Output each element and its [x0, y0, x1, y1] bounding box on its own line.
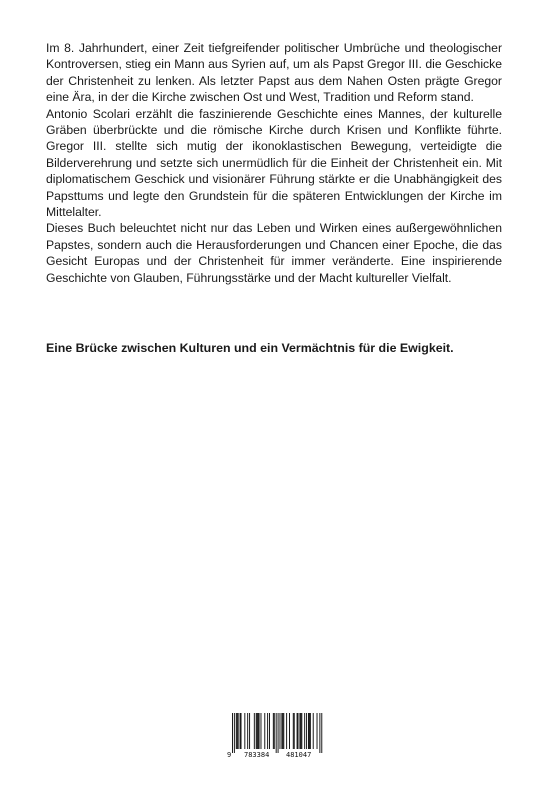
back-cover-description [46, 40, 502, 286]
barcode-bar [274, 713, 275, 749]
barcode-bar [273, 713, 274, 749]
barcode-bar [244, 713, 245, 749]
barcode-bar [238, 713, 239, 749]
barcode-bar [293, 713, 294, 749]
barcode-bar [299, 713, 300, 749]
barcode-bar [280, 713, 281, 749]
barcode-bar [254, 713, 255, 749]
barcode-bar [283, 713, 284, 749]
barcode-bar [247, 713, 248, 749]
barcode-bar [232, 713, 233, 753]
barcode-bar [298, 713, 299, 749]
barcode-bar [300, 713, 301, 749]
barcode-first-digit: 9 [227, 751, 232, 759]
barcode-bar [249, 713, 250, 749]
barcode-bar [240, 713, 241, 749]
barcode-digits [226, 750, 326, 760]
barcode-bar [294, 713, 295, 749]
description-paragraph-2: Antonio Scolari erzählt die faszinierende Geschichte eines Mannes, der kulturelle Gräben überbrückte und die römische Kirche durch Krisen und Konflikte führte. Gregor III. stellte sich mutig der ikonoklastischen Bewegung, verteidigte die Bilderverehrung und setzte sich unermüdlich für die Einheit der Christenheit ein. Mit diplomatischem Geschick und visionärer Führung stärkte er die Unabhängigkeit des Papsttums und legte den Grundstein für die späteren Entwicklungen der Kirche im Mittelalter. [46, 106, 502, 220]
barcode-bar [269, 713, 270, 749]
tagline: Eine Brücke zwischen Kulturen und ein Vermächtnis für die Ewigkeit. [46, 341, 454, 355]
isbn-barcode [226, 713, 326, 761]
barcode-bar [310, 713, 311, 749]
barcode-bar [317, 713, 318, 749]
barcode-bar [236, 713, 237, 749]
description-paragraph-1: Im 8. Jahrhundert, einer Zeit tiefgreifender politischer Umbrüche und theologischer Kontroversen, stieg ein Mann aus Syrien auf, um als Papst Gregor III. die Geschicke der Christenheit zu lenken. Als letzter Papst aus dem Nahen Osten prägte Gregor eine Ära, in der die Kirche zwischen Ost und West, Tradition und Reform stand. [46, 41, 502, 105]
barcode-bar [306, 713, 307, 749]
barcode-bar [261, 713, 262, 749]
barcode-bar [301, 713, 302, 749]
barcode-bar [304, 713, 305, 749]
barcode-bar [237, 713, 238, 749]
barcode-bar [309, 713, 310, 749]
barcode-bar [276, 713, 277, 753]
barcode-bar [241, 713, 242, 749]
barcode-bar [321, 713, 322, 753]
barcode-bar [267, 713, 268, 749]
barcode-bar [281, 713, 282, 749]
barcode-bar [259, 713, 260, 749]
barcode-bar [234, 713, 235, 753]
barcode-bar [278, 713, 279, 753]
barcode-bar [257, 713, 258, 749]
barcode-bar [286, 713, 287, 749]
barcode-bar [256, 713, 257, 749]
barcode-bars [226, 713, 326, 753]
description-paragraph-3: Dieses Buch beleuchtet nicht nur das Leben und Wirken eines außergewöhnlichen Papstes, sondern auch die Herausforderungen und Chancen einer Epoche, die das Gesicht Europas und der Christenheit für immer veränderte. Eine inspirierende Geschichte von Glauben, Führungsstärke und der Macht kultureller Vielfalt. [46, 221, 502, 285]
barcode-bar [264, 713, 265, 749]
barcode-bar [258, 713, 259, 749]
barcode-bar [282, 713, 283, 749]
barcode-right-group: 481047 [286, 751, 312, 759]
barcode-bar [297, 713, 298, 749]
barcode-left-group: 783384 [244, 751, 270, 759]
barcode-bar [308, 713, 309, 749]
barcode-bar [289, 713, 290, 749]
barcode-bar [319, 713, 320, 753]
barcode-bar [313, 713, 314, 749]
